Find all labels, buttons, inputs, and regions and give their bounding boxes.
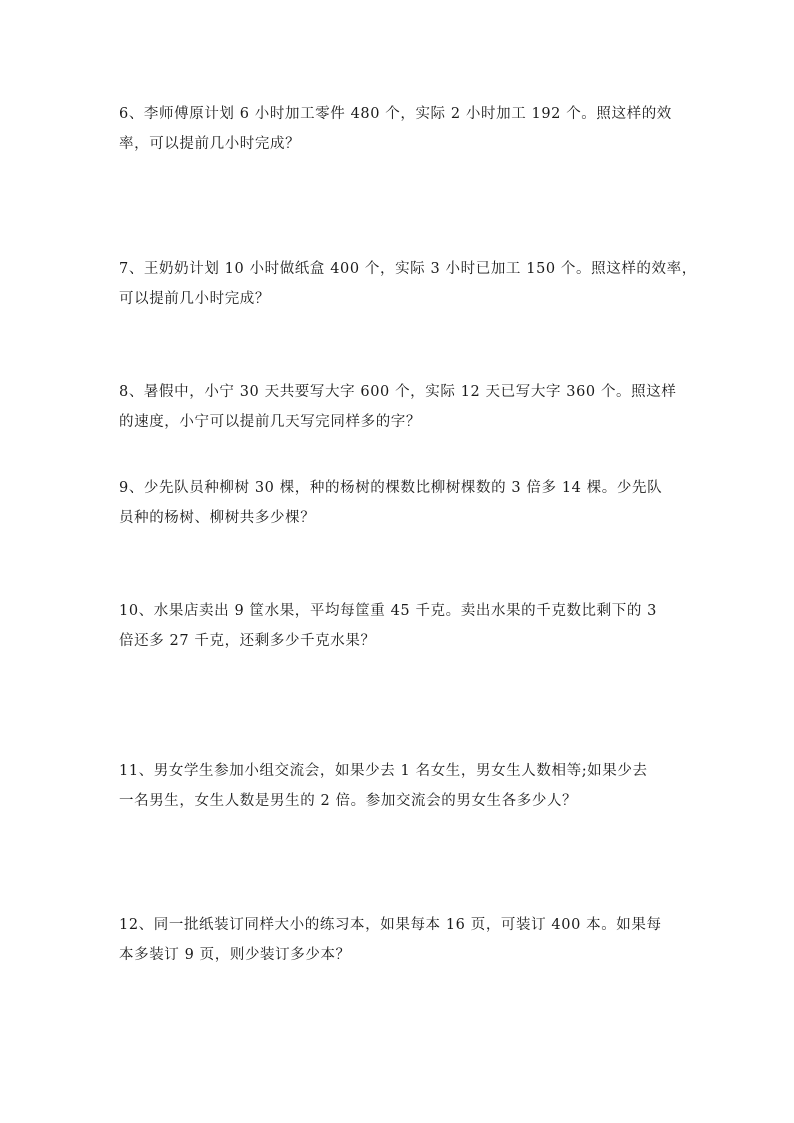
problem-12-line-1: 12、同一批纸装订同样大小的练习本，如果每本 16 页，可装订 400 本。如果每 [119, 917, 662, 933]
problem-6-line-1: 6、李师傅原计划 6 小时加工零件 480 个，实际 2 小时加工 192 个。照这样的效 [119, 106, 672, 122]
problem-9 [119, 473, 679, 533]
problem-9-line-1: 9、少先队员种柳树 30 棵，种的杨树的棵数比柳树棵数的 3 倍多 14 棵。少先队 [119, 480, 663, 496]
problem-12 [119, 910, 679, 970]
problem-6-line-2: 率，可以提前几小时完成？ [119, 136, 301, 152]
problem-10 [119, 596, 679, 656]
problem-8-line-2: 的速度，小宁可以提前几天写完同样多的字？ [119, 414, 421, 430]
problem-9-line-2: 员种的杨树、柳树共多少棵？ [119, 510, 316, 526]
problem-6 [119, 99, 679, 159]
problem-10-line-1: 10、水果店卖出 9 筐水果，平均每筐重 45 千克。卖出水果的千克数比剩下的 3 [119, 603, 657, 619]
problem-8 [119, 377, 679, 437]
problem-7-line-2: 可以提前几小时完成？ [119, 291, 270, 307]
problem-8-line-1: 8、暑假中，小宁 30 天共要写大字 600 个，实际 12 天已写大字 360 个。照这样 [119, 384, 677, 400]
problem-7 [119, 254, 697, 314]
problem-11-line-1: 11、男女学生参加小组交流会，如果少去 1 名女生，男女生人数相等;如果少去 [119, 763, 648, 779]
problem-11-line-2: 一名男生，女生人数是男生的 2 倍。参加交流会的男女生各多少人？ [119, 793, 578, 809]
problem-11 [119, 756, 679, 816]
problem-7-line-1: 7、王奶奶计划 10 小时做纸盒 400 个，实际 3 小时已加工 150 个。照这样的效率， [119, 261, 697, 277]
problem-12-line-2: 本多装订 9 页，则少装订多少本？ [119, 947, 351, 963]
problem-10-line-2: 倍还多 27 千克，还剩多少千克水果？ [119, 633, 376, 649]
